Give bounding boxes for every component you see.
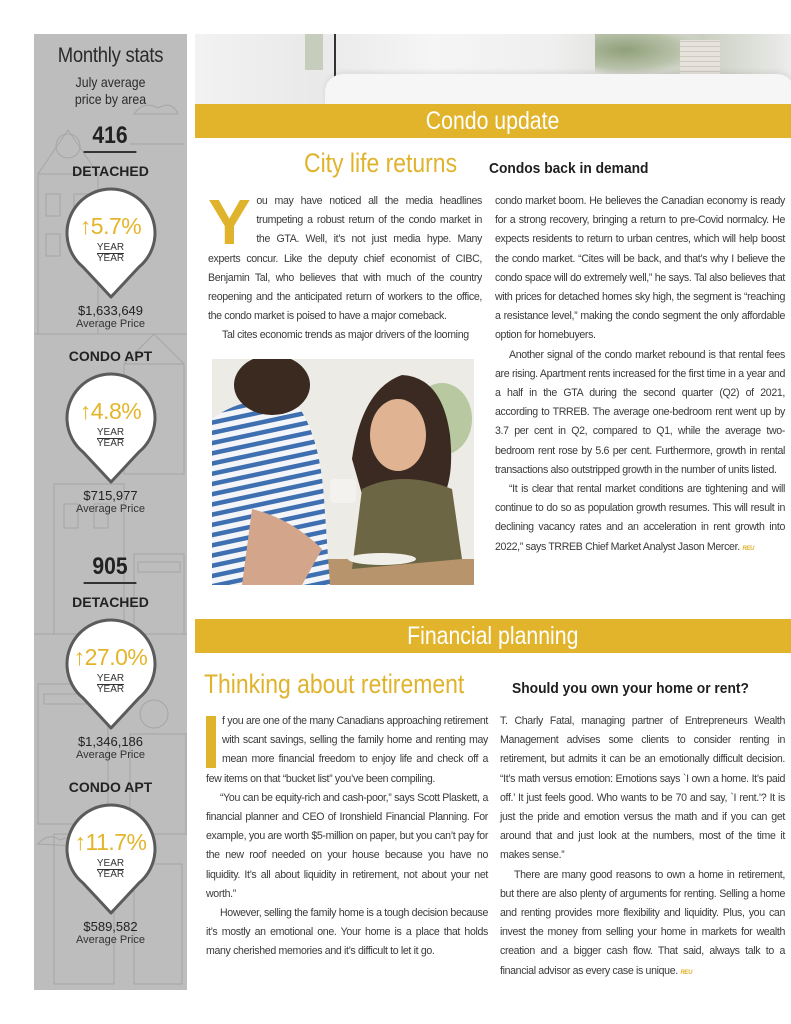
area-905-group	[34, 515, 187, 946]
article2-column-1	[206, 712, 488, 962]
year-over-year-label	[63, 243, 159, 264]
change-percent	[63, 213, 159, 240]
paragraph: However, selling the family home is a tough decision because it’s mostly an emotional one. Your home is a place that holds many cherished memories and it’s difficult to let it go.	[206, 907, 488, 958]
area-code: 905	[84, 553, 137, 584]
average-price-label: Average Price	[76, 934, 145, 946]
map-pin-badge	[63, 370, 159, 486]
paragraph	[208, 186, 482, 326]
article-subhead	[489, 160, 662, 178]
book-stack	[680, 40, 720, 76]
area-code: 416	[84, 122, 137, 153]
section-banner-financial-planning	[195, 619, 791, 653]
property-type: CONDO APT	[68, 348, 153, 364]
average-price-label: Average Price	[76, 749, 145, 761]
period-bottom: YEAR	[96, 684, 125, 695]
paragraph: Tal cites economic trends as major drivers of the looming	[222, 329, 469, 342]
author-signoff: REU	[742, 545, 755, 552]
cafe-couple-photo	[212, 359, 474, 585]
period-bottom: YEAR	[96, 253, 125, 264]
year-over-year-label	[63, 859, 159, 880]
paragraph	[500, 866, 785, 983]
headline-sub: Condos back in demand	[489, 160, 649, 177]
up-arrow-icon: ↑	[74, 829, 86, 855]
up-arrow-icon: ↑	[73, 644, 85, 670]
banner-title: Condo update	[426, 107, 560, 135]
headline-main: Thinking about retirement	[204, 669, 465, 699]
map-pin-badge	[63, 616, 159, 732]
paragraph	[206, 712, 488, 789]
change-value: 11.7%	[85, 829, 147, 855]
sidebar-subtitle-line2: price by area	[74, 91, 147, 107]
map-pin-badge	[63, 185, 159, 301]
property-type: CONDO APT	[68, 779, 153, 795]
period-bottom: YEAR	[96, 869, 125, 880]
average-price-label: Average Price	[76, 503, 145, 515]
change-value: 4.8%	[90, 398, 142, 424]
change-value: 5.7%	[90, 213, 142, 239]
stat-block	[34, 163, 187, 330]
paragraph-text: ou may have noticed all the media headlines trumpeting a robust return of the condo market in the GTA. Well, it’s not just media hype. Many experts concur. Like the deputy chief economist of CIBC, Benjamin Tal, who believes that with much of the country reopening and the anticipated return of workers to the office, the condo market is poised to have a major comeback.	[208, 195, 482, 323]
average-price-value: $715,977	[83, 488, 138, 503]
average-price-value: $1,633,649	[77, 303, 144, 318]
property-type: DETACHED	[72, 594, 149, 610]
hero-photo-living-room	[195, 34, 791, 104]
author-signoff: REU	[680, 969, 693, 976]
year-over-year-label	[63, 428, 159, 449]
sidebar-subtitle	[43, 74, 178, 108]
lamp-pole	[334, 34, 336, 79]
article-headline	[304, 148, 484, 179]
change-value: 27.0%	[84, 644, 148, 670]
stat-block	[34, 594, 187, 761]
drop-cap: Y	[208, 186, 251, 258]
photo-illustration	[212, 359, 474, 585]
paragraph: “You can be equity-rich and cash-poor,” says Scott Plaskett, a financial planner and CEO of Ironshield Financial Planning. For example, you are worth $5-million on paper, but you can’t pay for the new roof needed on your house because you have no liquidity. It’s all about liquidity in retirement, not about your net worth.”	[206, 791, 488, 900]
period-top: YEAR	[96, 427, 125, 438]
up-arrow-icon: ↑	[79, 213, 91, 239]
sidebar-subtitle-line1: July average	[75, 74, 146, 90]
average-price-value: $589,582	[83, 919, 138, 934]
paragraph-text: “It is clear that rental market conditions are tightening and will continue to do so as population growth resumes. This will result in declining vacancy rates and an acceleration in rent growth into 2022,” says TRREB Chief Market Analyst Jason Mercer.	[495, 483, 785, 553]
article1-column-1	[208, 186, 482, 346]
paragraph: T. Charly Fatal, managing partner of Entrepreneurs Wealth Management advises some clients to consider renting in retirement, but admits it can be an emotionally difficult decision. “It’s math versus emotion: Emotions says `I own a home. It’s paid off.’ It just feels good. Who wants to be 70 and say, `I rent.’? It is just the pride and emotion versus the math and if you can get around that and just look at the numbers, most of the time it makes sense.”	[500, 715, 785, 862]
property-type: DETACHED	[72, 163, 149, 179]
average-price-label: Average Price	[76, 318, 145, 330]
stat-block	[34, 779, 187, 946]
paragraph-text: There are many good reasons to own a home in retirement, but there are also plenty of arguments for renting. Selling a home and renting provides more flexibility and liquidity. Plus, you can invest the money from selling your home in markets for wealth creation and a bigger cash flow. That said, always talk to a financial advisor as every case is unique.	[500, 868, 785, 977]
period-top: YEAR	[96, 242, 125, 253]
paragraph-text: f you are one of the many Canadians approaching retirement with scant savings, selling the family home and renting may mean more financial freedom to enjoy life and check off a few items on that “bucket list” you’ve been compiling.	[206, 715, 488, 785]
monthly-stats-sidebar	[34, 34, 187, 990]
map-pin-badge	[63, 801, 159, 917]
paragraph: condo market boom. He believes the Canadian economy is ready for a strong recovery, bringing a return to pre-Covid normalcy. He expects residents to return to urban centres, which will help boost the condo market. “Cites will be back, and that’s why I believe the condo space will do extremely well,” he says. Tal also believes that with prices for detached homes sky high, the segment is “reaching a resistance level,” making the condo segment the only affordable option for homebuyers.	[495, 195, 785, 342]
change-percent	[63, 398, 159, 425]
section-banner-condo-update	[195, 104, 791, 138]
paragraph	[495, 480, 785, 559]
change-percent	[63, 829, 159, 856]
banner-title: Financial planning	[407, 622, 579, 650]
sidebar-title: Monthly stats	[57, 44, 164, 67]
window-pane	[305, 34, 323, 70]
stat-block	[34, 348, 187, 515]
up-arrow-icon: ↑	[79, 398, 91, 424]
article2-column-2	[500, 712, 785, 983]
article-subhead	[512, 680, 770, 698]
drop-cap-i	[206, 716, 216, 768]
headline-sub: Should you own your home or rent?	[512, 680, 749, 697]
paragraph: Another signal of the condo market rebound is that rental fees are rising. Apartment rents increased for the first time in a year and a half in the GTA during the second quarter (Q2) of 2021, according to TRREB. The average one-bedroom rent went up by 3.7 per cent in Q2, compared to Q1, while the average two-bedroom rent rose by 5.6 per cent. Furthermore, growth in rental transactions also outstripped growth in the number of units listed.	[495, 348, 785, 476]
change-percent	[63, 644, 159, 671]
headline-main: City life returns	[304, 148, 458, 178]
period-top: YEAR	[96, 858, 125, 869]
article-headline	[204, 669, 510, 700]
article1-column-2	[495, 192, 785, 559]
period-top: YEAR	[96, 673, 125, 684]
average-price-value: $1,346,186	[77, 734, 144, 749]
white-sofa	[325, 74, 791, 104]
period-bottom: YEAR	[96, 438, 125, 449]
area-416-group	[34, 108, 187, 515]
year-over-year-label	[63, 674, 159, 695]
